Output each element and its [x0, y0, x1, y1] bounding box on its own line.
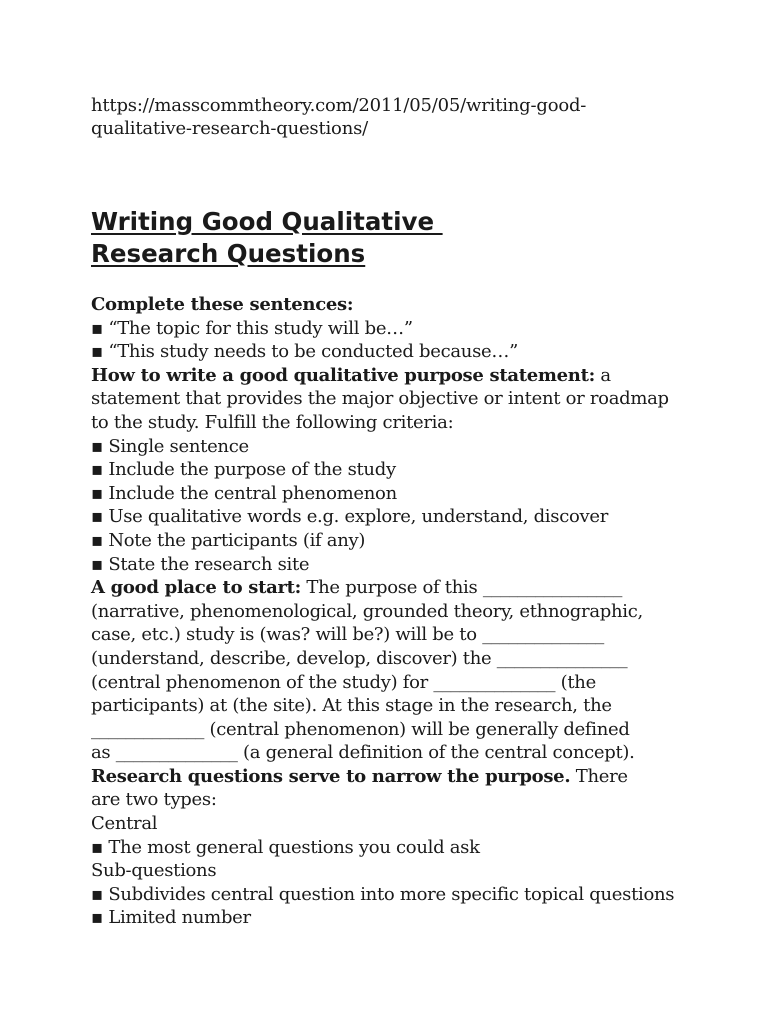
start-text-line: (understand, describe, develop, discover) the _______________	[91, 647, 628, 669]
list-item: ▪ “The topic for this study will be…”	[91, 317, 413, 339]
list-item: ▪ Subdivides central question into more specific topical questions	[91, 883, 675, 905]
list-item: ▪ Note the participants (if any)	[91, 529, 366, 551]
complete-heading: Complete these sentences:	[91, 294, 354, 315]
purpose-heading: How to write a good qualitative purpose statement:	[91, 364, 595, 386]
purpose-text: a	[594, 364, 611, 386]
list-item: ▪ Limited number	[91, 907, 251, 929]
research-text: There	[570, 765, 628, 787]
start-text-line: (central phenomenon of the study) for ______________ (the	[91, 671, 596, 693]
source-url-line-2[interactable]: qualitative-research-questions/	[91, 118, 368, 139]
start-text: The purpose of this ________________	[301, 577, 623, 599]
research-subheading-central: Central	[91, 813, 158, 835]
source-url[interactable]	[91, 94, 711, 140]
list-item: ▪ Include the purpose of the study	[91, 459, 396, 481]
start-text-line: (narrative, phenomenological, grounded theory, ethnographic,	[91, 600, 643, 622]
research-paragraph-line-1	[91, 765, 711, 789]
research-text-line: are two types:	[91, 789, 217, 811]
list-item: ▪ State the research site	[91, 553, 310, 575]
start-text-line: _____________ (central phenomenon) will be generally defined	[91, 718, 630, 740]
page-title-line-1: Writing Good Qualitative	[91, 207, 443, 236]
list-item: ▪ “This study needs to be conducted because…”	[91, 341, 518, 363]
list-item: ▪ Single sentence	[91, 435, 249, 457]
purpose-paragraph-line-1	[91, 364, 711, 388]
page-title	[91, 206, 711, 270]
research-subheading-subquestions: Sub-questions	[91, 860, 217, 882]
research-heading: Research questions serve to narrow the purpose.	[91, 765, 571, 787]
purpose-text-line: statement that provides the major objective or intent or roadmap	[91, 388, 669, 410]
document-page	[91, 94, 711, 930]
list-item: ▪ The most general questions you could ask	[91, 836, 480, 858]
start-text-line: participants) at (the site). At this stage in the research, the	[91, 695, 612, 717]
page-title-line-2: Research Questions	[91, 239, 366, 268]
start-text-line: case, etc.) study is (was? will be?) will be to ______________	[91, 624, 604, 646]
list-item: ▪ Include the central phenomenon	[91, 482, 397, 504]
start-paragraph-line-1	[91, 576, 711, 600]
source-url-line-1[interactable]: https://masscommtheory.com/2011/05/05/writing-good-	[91, 95, 587, 116]
list-item: ▪ Use qualitative words e.g. explore, understand, discover	[91, 506, 609, 528]
document-body	[91, 293, 711, 930]
start-text-line: as ______________ (a general definition of the central concept).	[91, 742, 635, 764]
purpose-text-line: to the study. Fulfill the following criteria:	[91, 411, 454, 433]
start-heading: A good place to start:	[91, 577, 301, 599]
